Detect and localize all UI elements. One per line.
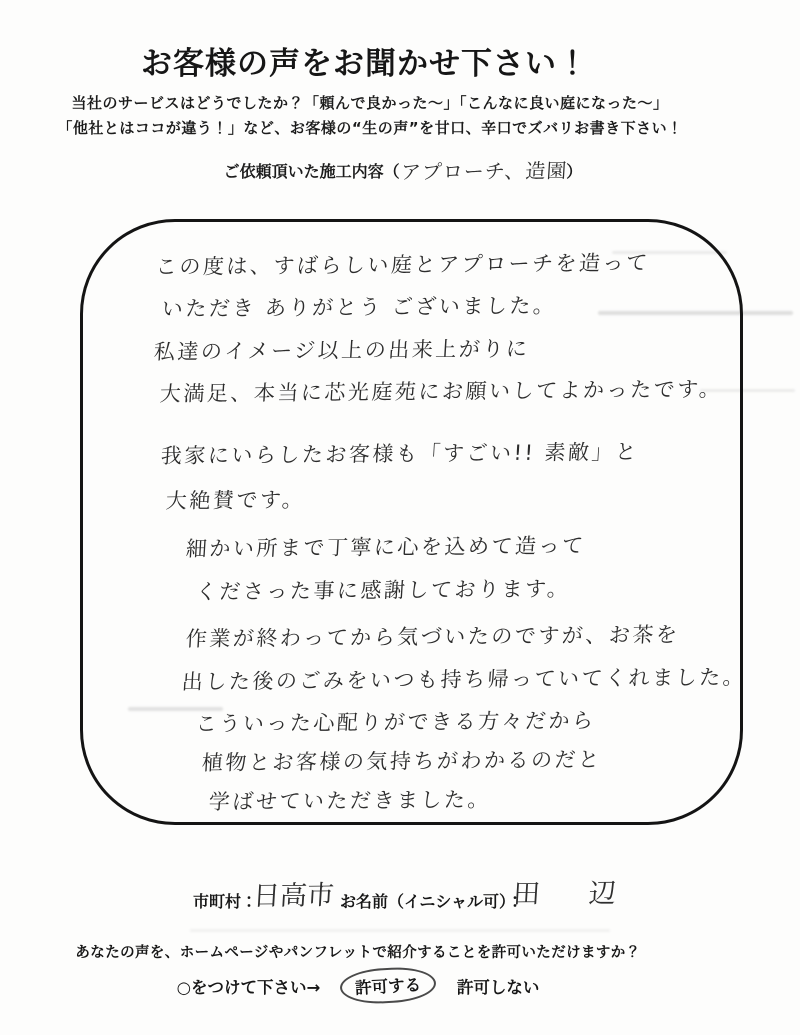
testimonial-line: 大絶賛です。: [165, 487, 306, 514]
permission-choice-allow-circled: 許可する: [339, 966, 437, 1006]
testimonial-line: 作業が終わってから気づいたのですが、お茶を: [185, 622, 681, 652]
testimonial-line: 出した後のごみをいつも持ち帰っていてくれました。: [181, 665, 747, 695]
testimonial-line: この度は、すばらしい庭とアプローチを造って: [155, 250, 651, 280]
form-subtitle-line2: 「他社とはココが違う！」など、お客様の“生の声”を甘口、辛口でズバリお書き下さい！: [57, 119, 683, 137]
city-handwritten-value: 日高市: [252, 880, 336, 913]
city-label: 市町村：: [193, 892, 258, 911]
testimonial-line: 植物とお客様の気持ちがわかるのだと: [201, 747, 603, 776]
form-title: お客様の声をお聞かせ下さい！: [141, 46, 589, 82]
testimonial-line: いただき ありがとう ございました。: [161, 293, 558, 322]
name-handwritten-value: 田 辺: [512, 877, 637, 911]
testimonial-line: 細かい所まで丁寧に心を込めて造って: [185, 533, 587, 562]
testimonial-bubble: [80, 219, 747, 825]
permission-choice-deny: 許可しない: [456, 977, 540, 997]
permission-choices-row: [0, 968, 716, 1003]
testimonial-line: 我家にいらしたお客様も「すごい!! 素敵」と: [160, 439, 640, 469]
scan-smudge: [190, 929, 610, 932]
work-content-label-suffix: ）: [566, 162, 583, 181]
work-content-line: [45, 156, 761, 185]
form-subtitle-line1: 当社のサービスはどうでしたか？「頼んで良かった～」「こんなに良い庭になった～」: [71, 94, 669, 112]
testimonial-line: 学ばせていただきました。: [208, 787, 492, 815]
permission-question: あなたの声を、ホームページやパンフレットで紹介することを許可いただけますか？: [75, 945, 641, 961]
name-label: お名前（イニシャル可）：: [340, 892, 524, 911]
work-content-handwritten-value: アプローチ、造園: [399, 158, 568, 185]
testimonial-line: 大満足、本当に芯光庭苑にお願いしてよかったです。: [159, 377, 724, 407]
testimonial-line: こういった心配りができる方々だから: [195, 708, 597, 737]
testimonial-line: くださった事に感謝しております。: [195, 576, 572, 605]
testimonial-line: 私達のイメージ以上の出来上がりに: [153, 336, 531, 365]
work-content-label-prefix: ご依頼頂いた施工内容（: [223, 162, 400, 181]
permission-instruction: ○をつけて下さい→: [176, 977, 321, 997]
